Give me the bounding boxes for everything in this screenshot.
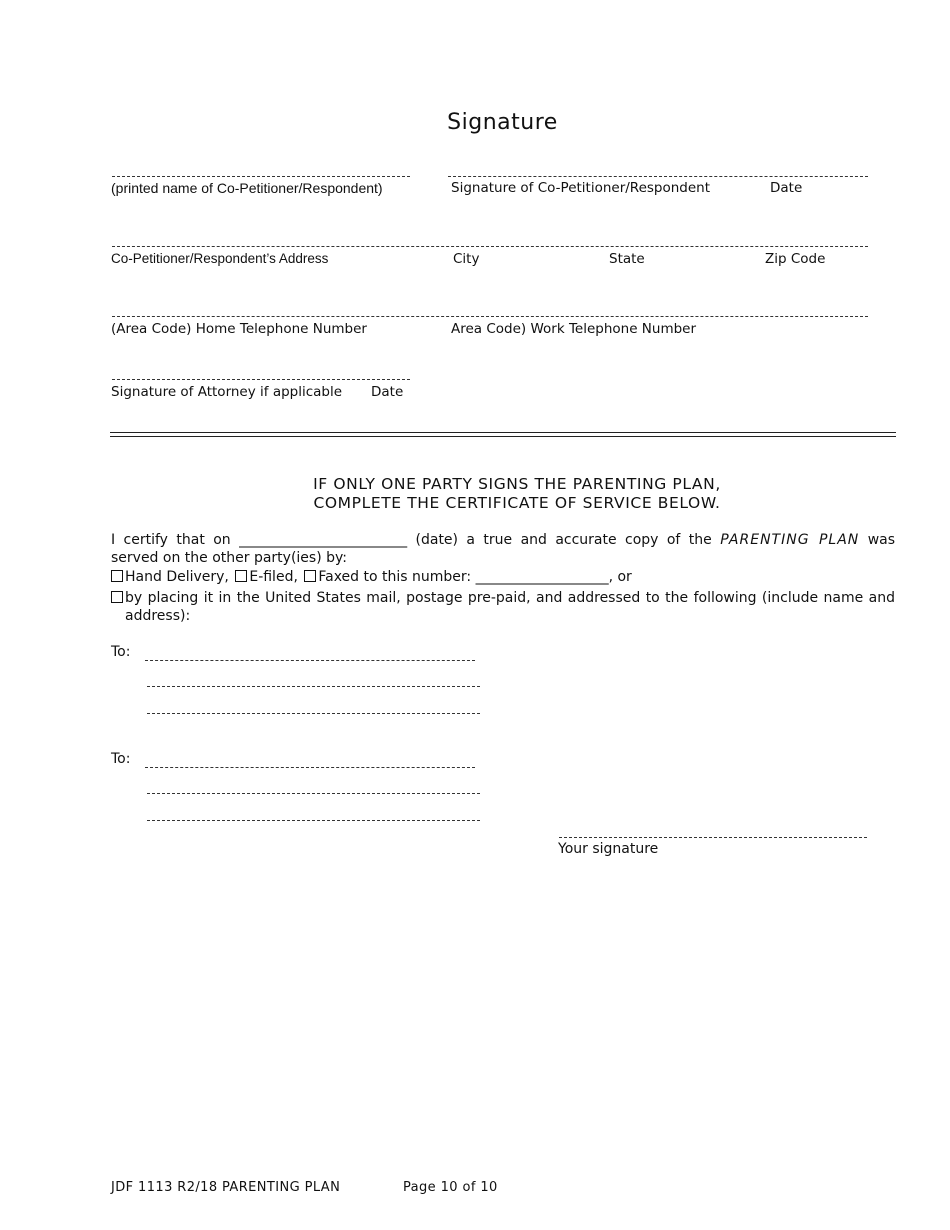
page-title: Signature	[447, 110, 558, 135]
service-options	[111, 569, 632, 585]
address-label: Co-Petitioner/Respondent’s Address	[111, 251, 329, 266]
to-label-2: To:	[111, 751, 131, 767]
certify-prefix: I certify that on	[111, 532, 231, 548]
to-2-line-2[interactable]	[147, 793, 480, 794]
to-1-line-1[interactable]	[145, 660, 475, 661]
certify-middle: (date) a true and accurate copy of the	[415, 532, 712, 548]
hand-delivery-label: Hand Delivery,	[125, 569, 229, 585]
zip-label: Zip Code	[765, 251, 826, 267]
to-2-line-1[interactable]	[145, 767, 475, 768]
to-2-line-3[interactable]	[147, 820, 480, 821]
section-divider-bottom	[110, 436, 896, 437]
co-petitioner-signature-line[interactable]	[448, 176, 868, 177]
faxed-checkbox[interactable]	[304, 570, 316, 582]
state-label: State	[609, 251, 645, 267]
fax-number-blank[interactable]: ___________________	[475, 569, 609, 585]
attorney-date-label: Date	[371, 384, 404, 400]
to-1-line-2[interactable]	[147, 686, 480, 687]
faxed-label: Faxed to this number:	[318, 569, 472, 585]
attorney-label: Signature of Attorney if applicable	[111, 384, 343, 400]
date-label: Date	[770, 180, 803, 196]
your-signature-label: Your signature	[558, 841, 659, 857]
hand-delivery-checkbox[interactable]	[111, 570, 123, 582]
certify-suffix: was	[867, 532, 896, 548]
date-blank[interactable]: ________________________	[239, 532, 408, 548]
your-signature-line[interactable]	[559, 837, 867, 838]
address-line[interactable]	[112, 246, 868, 247]
certificate-heading-line1: IF ONLY ONE PARTY SIGNS THE PARENTING PLAN,	[313, 475, 721, 493]
footer-form-id: JDF 1113 R2/18 PARENTING PLAN	[111, 1180, 341, 1195]
home-phone-label: (Area Code) Home Telephone Number	[111, 321, 367, 337]
to-label-1: To:	[111, 644, 131, 660]
certify-line	[111, 532, 895, 548]
footer-page-number: Page 10 of 10	[403, 1180, 498, 1195]
printed-name-label: (printed name of Co-Petitioner/Respondent)	[111, 180, 383, 196]
certificate-heading-line2: COMPLETE THE CERTIFICATE OF SERVICE BELOW.	[313, 494, 721, 512]
signature-label: Signature of Co-Petitioner/Respondent	[451, 180, 711, 196]
printed-name-line[interactable]	[112, 176, 410, 177]
efiled-checkbox[interactable]	[235, 570, 247, 582]
efiled-label: E-filed,	[249, 569, 298, 585]
to-1-line-3[interactable]	[147, 713, 480, 714]
city-label: City	[453, 251, 480, 267]
section-divider-top	[110, 432, 896, 433]
document-name: PARENTING PLAN	[720, 532, 860, 548]
mail-line1: by placing it in the United States mail, postage pre-paid, and addressed to the following (include name and	[125, 590, 895, 606]
served-line: served on the other party(ies) by:	[111, 550, 347, 566]
mail-checkbox[interactable]	[111, 591, 123, 603]
work-phone-label: Area Code) Work Telephone Number	[451, 321, 697, 337]
or-text: , or	[608, 569, 632, 585]
attorney-signature-line[interactable]	[112, 379, 410, 380]
mail-option-line	[111, 590, 895, 606]
phone-line[interactable]	[112, 316, 868, 317]
mail-line2: address):	[125, 608, 191, 624]
